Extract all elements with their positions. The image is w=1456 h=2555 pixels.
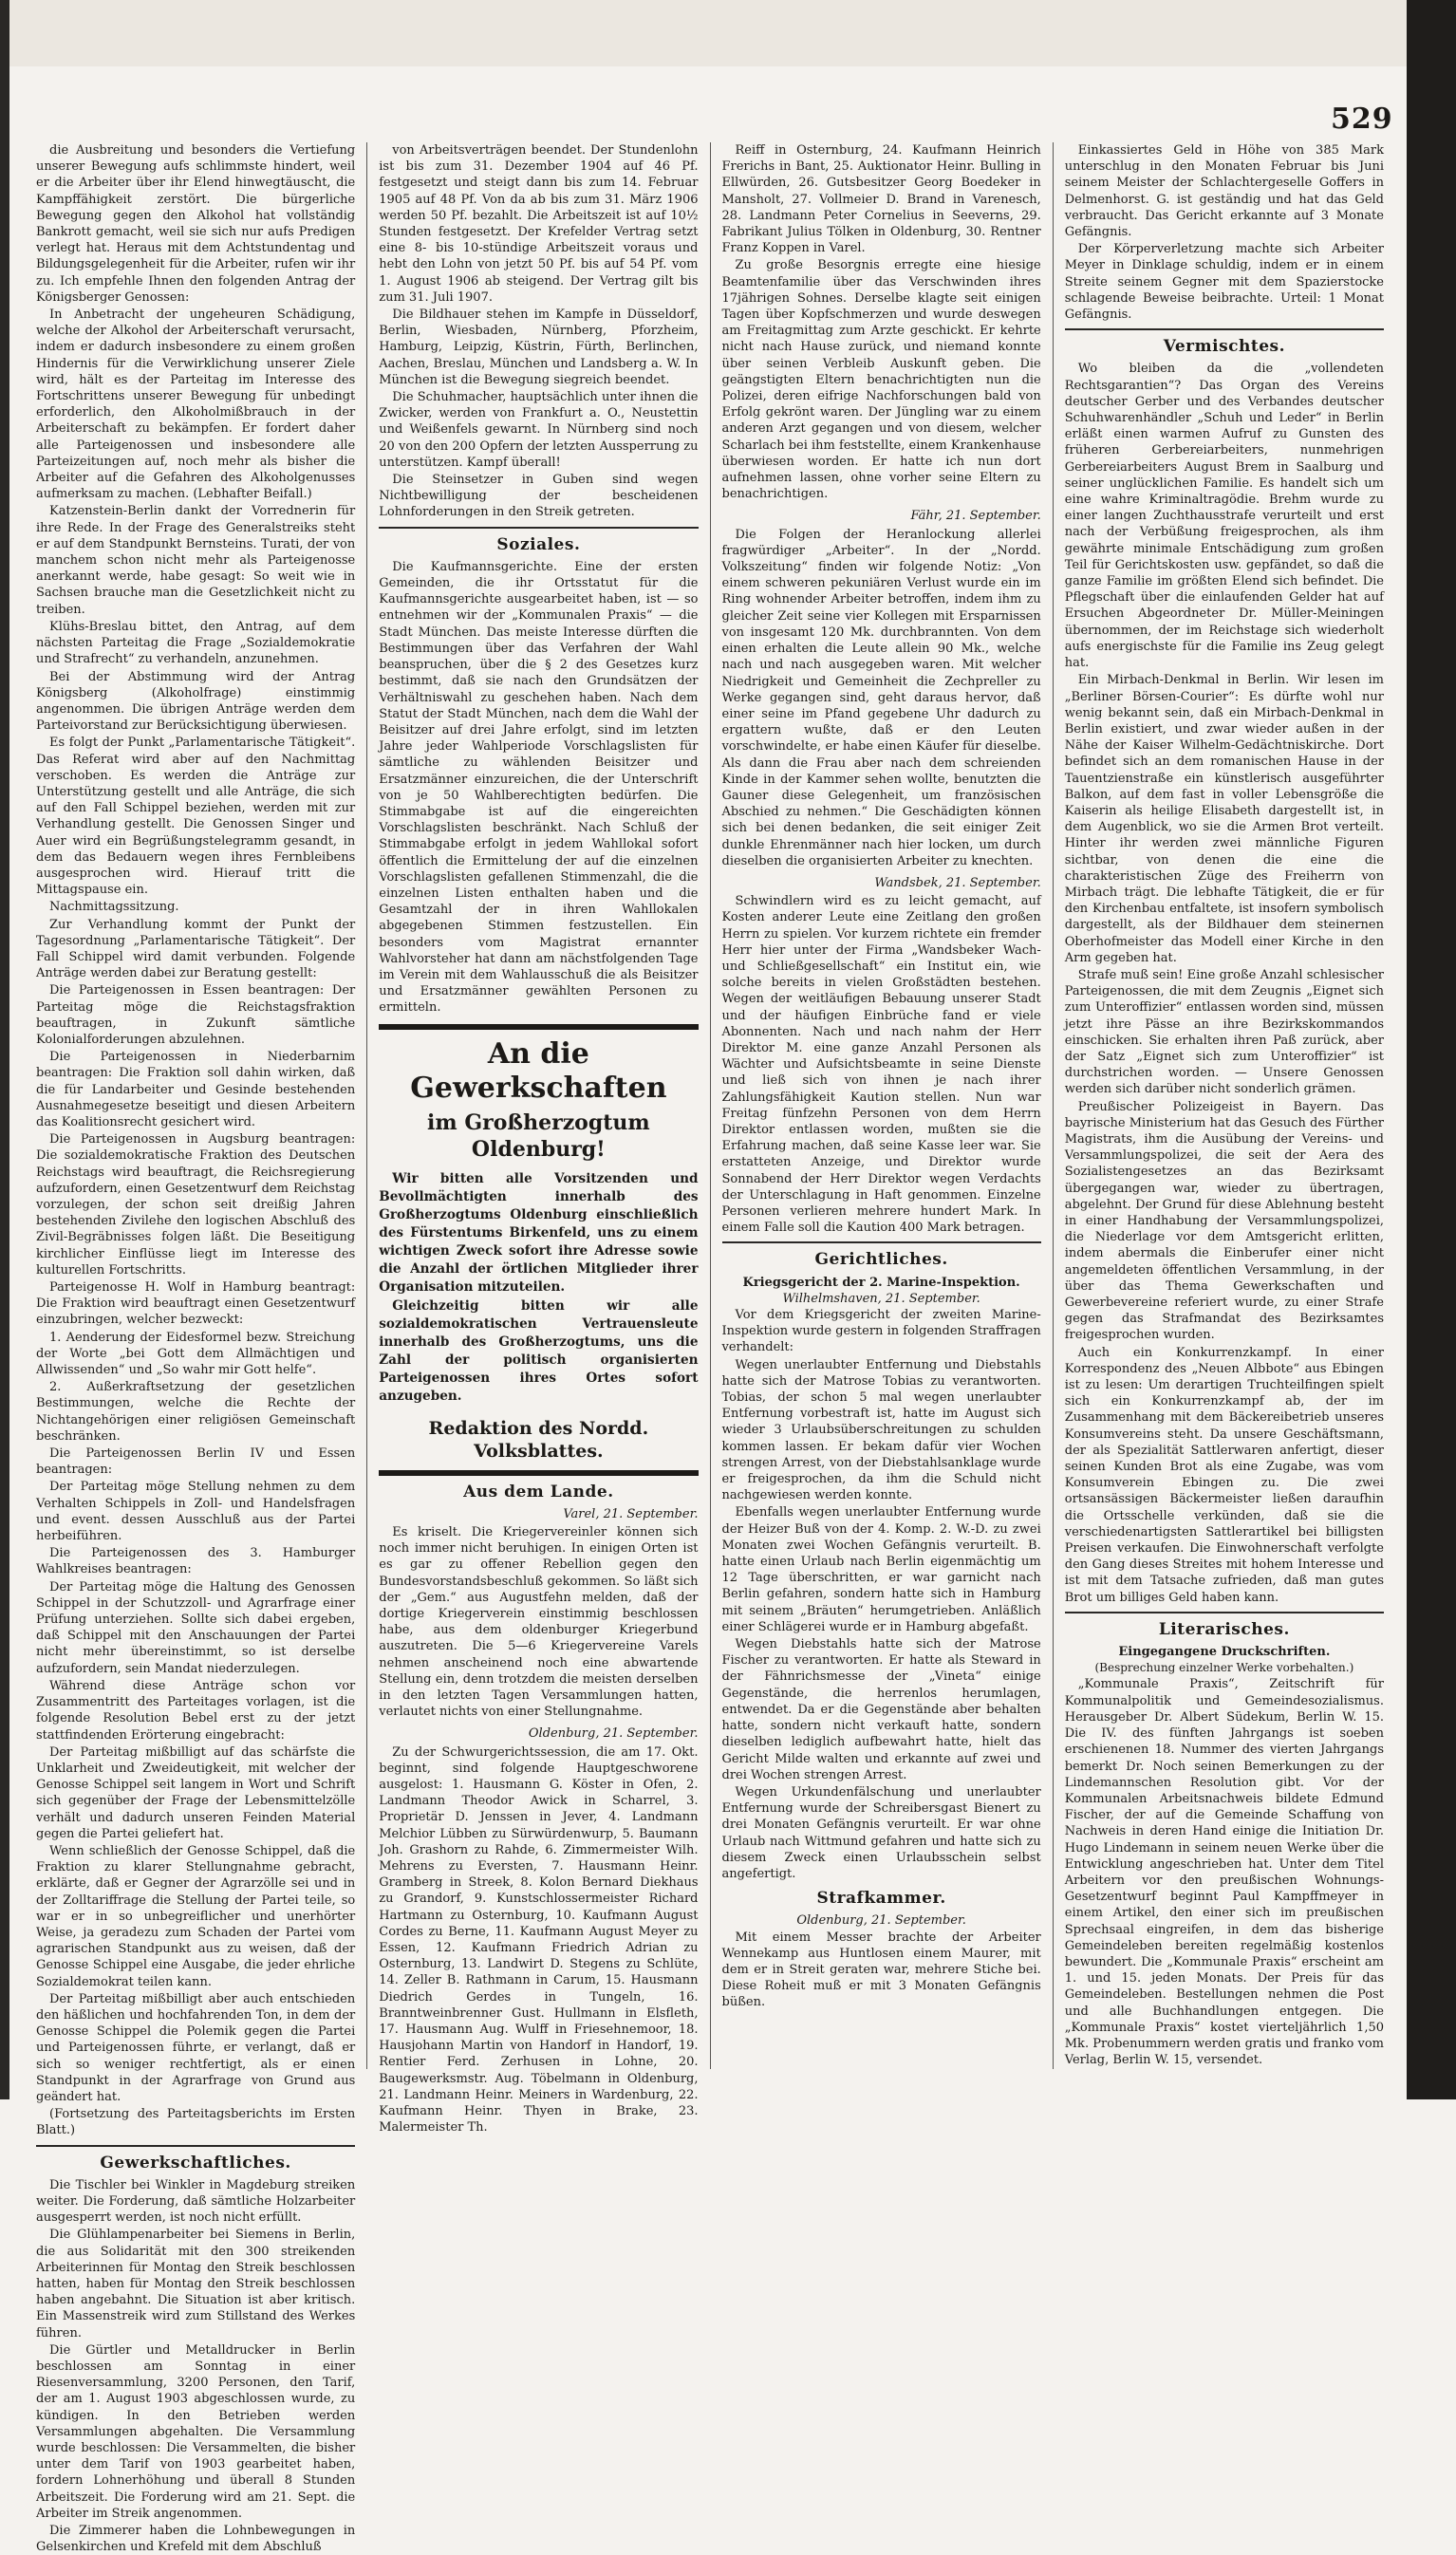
scan-top-margin xyxy=(0,0,1456,66)
article-paragraph: Die Parteigenossen Berlin IV und Essen beantragen: xyxy=(36,1446,356,1478)
advertisement-top-rule xyxy=(379,1024,698,1030)
article-paragraph: Zu der Schwurgerichtssession, die am 17. Okt. beginnt, sind folgende Hauptgeschworene ausgelost: 1. Hausmann G. Köster in Ofen, 2. Landmann Theodor Awick in Scharrel, 3. Proprietär D. Jenssen in Jever, 4. Landmann Melchior Lübben zu Sürwürdenwurp, 5. Baumann Joh. Grashorn zu Rahde, 6. Zimmermeister Wilh. Mehrens zu Eversten, 7. Hausmann Heinr. Gramberg in Streek, 8. Kolon Bernard Diekhaus zu Grandorf, 9. Kunstschlossermeister Richard Hartmann zu Osternburg, 10. Kaufmann August Cordes zu Berne, 11. Kaufmann August Meyer zu Essen, 12. Kaufmann Friedrich Adrian zu Osternburg, 13. Landwirt D. Stegens zu Schlüte, 14. Zeller B. Rathmann in Carum, 15. Hausmann Diedrich Gerdes in Tungeln, 16. Branntweinbrenner Gust. Hullmann in Elsfleth, 17. Hausmann Aug. Wulff in Friesehnemoor, 18. Hausjohann Martin von Handorf in Handorf, 19. Rentier Ferd. Zerhusen in Lohne, 20. Baugewerksmstr. Aug. Töbelmann in Oldenburg, 21. Landmann Heinr. Meiners in Wardenburg, 22. Kaufmann Heinr. Thyen in Brake, 23. Malermeister Th. xyxy=(379,1744,699,2135)
druckschriften-subheading: Eingegangene Druckschriften. xyxy=(1118,1645,1331,1660)
strafkammer-dateline: Oldenburg, 21. September. xyxy=(796,1913,966,1929)
oldenburg-dateline: Oldenburg, 21. September. xyxy=(528,1726,699,1742)
newspaper-page xyxy=(36,142,1384,2555)
article-paragraph: Der Parteitag möge die Haltung des Genossen Schippel in der Schutzzoll- und Agrarfrage einer Prüfung unterziehen. Sollte sich dabei ergeben, daß Schippel mit den Anschauungen der Partei nicht mehr übereinstimmt, so ist derselbe aufzufordern, sein Mandat niederzulegen. xyxy=(36,1579,356,1676)
article-paragraph: Die Bildhauer stehen im Kampfe in Düsseldorf, Berlin, Wiesbaden, Nürnberg, Pforzheim, Hamburg, Leipzig, Küstrin, Fürth, Berlinchen, Aachen, Breslau, München und Landsberg a. W. In München ist die Bewegung siegreich beendet. xyxy=(379,308,699,387)
column-3 xyxy=(722,142,1041,2069)
column-1 xyxy=(36,142,356,2555)
article-paragraph: Es kriselt. Die Kriegervereinler können sich noch immer nicht beruhigen. In einigen Orten ist es gar zu offener Rebellion gegen den Bundesvorstandsbeschluß gekommen. So läßt sich der „Gem.“ aus Augustfehn melden, daß der dortige Kriegerverein einstimmig beschlossen habe, aus dem oldenburger Kriegerbund auszutreten. Die 5—6 Kriegervereine Varels nehmen anscheinend noch eine abwartende Stellung ein, denn trotzdem die meisten derselben in den letzten Tagen Versammlungen hatten, verlautet nichts von einer Stellungnahme. xyxy=(379,1524,699,1720)
notice-body-1: Wir bitten alle Vorsitzenden und Bevollmächtigten innerhalb des Großherzogtums Oldenburg einschließlich des Fürstentums Birkenfeld, uns zu einem wichtigen Zweck sofort ihre Adresse sowie die Anzahl der örtlichen Mitglieder ihrer Organisation mitzuteilen. xyxy=(379,1170,699,1295)
literarisches-section xyxy=(1065,1676,1384,2068)
notice-subtitle: im Großherzogtum Oldenburg! xyxy=(427,1110,650,1162)
article-paragraph: Der Parteitag mißbilligt auf das schärfste die Unklarheit und Zweideutigkeit, mit welcher der Genosse Schippel seit langem in Wort und Schrift sich gegenüber der Frage der Lebensmittelzölle verhält und dadurch unseren Feinden Material gegen die Partei geliefert hat. xyxy=(36,1744,356,1841)
article-paragraph: Die Gürtler und Metalldrucker in Berlin beschlossen am Sonntag in einer Riesenversammlung, 3200 Personen, den Tarif, der am 1. August 1903 abgeschlossen wurde, zu kündigen. In den Betrieben werden Versammlungen abgehalten. Die Versammlung wurde beschlossen: Die Versammelten, die bisher unter dem Tarif von 1903 gearbeitet haben, fordern Lohnerhöhung und überall 8 Stunden Arbeitszeit. Die Forderung wird am 21. Sept. die Arbeiter im Streik angenommen. xyxy=(36,2342,356,2521)
article-paragraph: Wegen unerlaubter Entfernung und Diebstahls hatte sich der Matrose Tobias zu verantworten. Tobias, der schon 5 mal wegen unerlaubter Entfernung vorbestraft ist, hatte im August sich wieder 3 Urlaubsüberschreitungen zu schulden kommen lassen. Er bekam dafür vier Wochen strengen Arrest, von der Diebstahlsanklage wurde er freigesprochen, da ihm die Schuld nicht nachgewiesen werden konnte. xyxy=(721,1357,1041,1503)
article-paragraph: Parteigenosse H. Wolf in Hamburg beantragt: Die Fraktion wird beauftragt einen Gesetzentwurf einzubringen, welcher bezweckt: xyxy=(36,1280,356,1328)
page-number: 529 xyxy=(1331,103,1393,136)
article-paragraph: Der Körperverletzung machte sich Arbeiter Meyer in Dinklage schuldig, indem er in einem Streite seinem Gegner mit dem Spazierstocke schlagende Beweise beibrachte. Urteil: 1 Monat Gefängnis. xyxy=(1064,242,1384,323)
column-rule xyxy=(366,142,367,2069)
divider xyxy=(36,2145,355,2147)
article-paragraph: Die Steinsetzer in Guben sind wegen Nichtbewilligung der bescheidenen Lohnforderungen in den Streik getreten. xyxy=(379,473,699,520)
vermischtes-section xyxy=(1065,361,1384,1605)
literarisches-heading: Literarisches. xyxy=(1158,1619,1290,1639)
fahr-dateline: Fähr, 21. September. xyxy=(910,509,1041,524)
article-paragraph: Klühs-Breslau bittet, den Antrag, auf dem nächsten Parteitag die Frage „Sozialdemokratie und Strafrecht“ zu verhandeln, anzunehmen. xyxy=(36,619,356,667)
wandsbek-dateline: Wandsbek, 21. September. xyxy=(874,875,1041,890)
column-4 xyxy=(1065,142,1384,2069)
advertisement-bottom-rule xyxy=(379,1470,698,1476)
article-paragraph: Einkassiertes Geld in Höhe von 385 Mark unterschlug in den Monaten Februar bis Juni seinem Meister der Schlachtergeselle Goffers in Delmenhorst. G. ist geständig und hat das Geld verbraucht. Das Gericht erkannte auf 3 Monate Gefängnis. xyxy=(1064,143,1384,240)
article-paragraph: „Kommunale Praxis“, Zeitschrift für Kommunalpolitik und Gemeindesozialismus. Herausgeber Dr. Albert Südekum, Berlin W. 15. Die IV. des fünften Jahrgangs ist soeben erschienenen 18. Nummer des vierten Jahrgangs bemerkt Dr. Noch seinen Bemerkungen zu der Lindemannschen Resolution gibt. Vor der Kommunalen Arbeitsnachweis bildete Edmund Fischer, der auf die Gemeinde Schaffung von Nachweis in deren Hand einige die Initiation Dr. Hugo Lindemann in seinem neuen Werke über die Entwicklung angeschrieben hat. Unter dem Titel Arbeitern vor den preußischen Wohnungs-Gesetzentwurf beginnt Paul Kampffmeyer in einem Artikel, den einer sich im preußischen Sprechsaal eingreifen, in dem das bisherige Gemeindeleben bereiten regelmäßig kostenlos bewundert. Die „Kommunale Praxis“ erscheint am 1. und 15. jeden Monats. Der Preis für das Gemeindeleben. Bestellungen nehmen die Post und alle Buchhandlungen entgegen. Die „Kommunale Praxis“ kostet vierteljährlich 1,50 Mk. Probenummern werden gratis und franko vom Verlag, Berlin W. 15, versendet. xyxy=(1064,1677,1384,2068)
strafkammer-continued xyxy=(1065,142,1384,323)
article-paragraph: Ein Mirbach-Denkmal in Berlin. Wir lesen im „Berliner Börsen-Courier“: Es dürfte wohl nur wenig bekannt sein, daß ein Mirbach-Denkmal in Berlin existiert, und zwar wieder außen in der Nähe der Kaiser Wilhelm-Gedächtniskirche. Dort befindet sich an dem romanischen Hause in der Tauentzienstraße ein künstlerisch ausgeführter Balkon, auf dem fast in voller Lebensgröße die Kaiserin als heilige Elisabeth dargestellt ist, in dem Augenblick, wo sie die Armen Brot verteilt. Hinter ihr werden zwei männliche Figuren sichtbar, von denen die eine die charakteristischen Züge des Freiherrn von Mirbach trägt. Die lebhafte Tätigkeit, die er für den Kirchenbau entfaltete, ist insofern symbolisch dargestellt, als der Bildhauer dem steinernen Oberhofmeister das Modell einer Kirche in den Arm gegeben hat. xyxy=(1064,673,1384,965)
article-paragraph: Zu große Besorgnis erregte eine hiesige Beamtenfamilie über das Verschwinden ihres 17jährigen Sohnes. Derselbe klagte seit einigen Tagen über Kopfschmerzen und wurde deswegen am Freitagmittag zum Arzte geschickt. Er kehrte nicht nach Hause zurück, und niemand konnte über seinen Verbleib Auskunft geben. Die geängstigten Eltern benachrichtigten nun die Polizei, deren eifrige Nachforschungen bald von Erfolg gekrönt waren. Der Jüngling war zu einem anderen Arzt gegangen und von diesem, welcher Scharlach bei ihm feststellte, einem Krankenhause überwiesen worden. Er hatte ich nun dort aufnehmen lassen, ohne vorher seine Eltern zu benachrichtigen. xyxy=(721,258,1041,502)
strafkammer-heading: Strafkammer. xyxy=(816,1889,946,1909)
article-paragraph: (Fortsetzung des Parteitagsberichts im Ersten Blatt.) xyxy=(36,2107,356,2138)
article-paragraph: Wo bleiben da die „vollendeten Rechtsgarantien“? Das Organ des Vereins deutscher Gerber und des Verbandes deutscher Schuhwarenhändler „Schuh und Leder“ in Berlin erläßt einen warmen Aufruf zu Gunsten des früheren Gerbereiarbeiters, nunmehrigen Gerbereiarbeiters August Brem in Saalburg und seiner unglücklichen Familie. Es handelt sich um eine wahre Kriminaltragödie. Brehm wurde zu einer langen Zuchthausstrafe verurteilt und erst nach der Verbüßung freigesprochen, als ihm gewährte minimale Entschädigung zum großen Teil für Gerichtskosten usw. gepfändet, so daß die ganze Familie im größten Elend sich befindet. Die Pflegschaft über die einlaufenden Gelder hat auf Ersuchen Abgeordneter Dr. Müller-Meiningen übernommen, der im Reichstage sich wiederholt aufs energischste für die Familie ins Zeug gelegt hat. xyxy=(1064,362,1384,671)
gewerkschaft-continued xyxy=(379,142,698,521)
varel-dateline: Varel, 21. September. xyxy=(563,1506,699,1521)
schwurgericht-section xyxy=(379,1744,698,2136)
article-paragraph: Wegen Diebstahls hatte sich der Matrose Fischer zu verantworten. Er hatte als Steward in der Fähnrichsmesse der „Vineta“ einige Gegenstände, die herrenlos herumlagen, entwendet. Da er die Gegenstände aber behalten hatte, sondern nicht verkauft hatte, sondern dieselben lediglich aufbewahrt hatte, hielt das Gericht Milde walten und erkannte auf zwei und drei Wochen strengen Arrest. xyxy=(721,1637,1041,1782)
notice-title: An die Gewerkschaften xyxy=(410,1036,667,1105)
article-paragraph: Auch ein Konkurrenzkampf. In einer Korrespondenz des „Neuen Albbote“ aus Ebingen ist zu lesen: Um derartigen Truchteilfingen spielt sich ein Konkurrenzkampf ab, der im Zusammenhang mit dem Bäckereibetrieb unseres Konsumvereins steht. Da unsere Geschäftsmann, der als Spezialität Sattlerwaren anfertigt, dieser seinen Kunden Brot als eine Zugabe, was vom Konsumverein Ebingen zu. Die zwei ortsansässigen Bäckermeister ließen daraufhin die Ortsschelle verkünden, daß sie die verschiedenartigsten Sattlerartikel bei billigsten Preisen verkaufen. Die Einwohnerschaft verfolgte den Gang dieses Streites mit hohem Interesse und ist mit dem Tatsache zufrieden, daß man gutes Brot um billiges Geld haben kann. xyxy=(1064,1345,1384,1605)
aus-dem-lande-heading: Aus dem Lande. xyxy=(463,1482,614,1501)
gerichtliches-section xyxy=(722,1307,1041,1882)
article-paragraph: In Anbetracht der ungeheuren Schädigung, welche der Alkohol der Arbeiterschaft verursacht, indem er dadurch insbesondere zu einem großen Hindernis für die Verwirklichung unserer Ziele wird, hält es der Parteitag im Interesse des Fortschrittens unserer Bewegung für unbedingt erforderlich, den Alkoholmißbrauch in der Arbeiterschaft zu bekämpfen. Er fordert daher alle Parteigenossen und insbesondere alle Parteizeitungen auf, noch mehr als bisher die Arbeiter auf die Gefahren des Alkoholgenusses aufmerksam zu machen. (Lebhafter Beifall.) xyxy=(36,308,356,502)
article-paragraph: 1. Aenderung der Eidesformel bezw. Streichung der Worte „bei Gott dem Allmächtigen und Allwissenden“ und „So wahr mir Gott helfe“. xyxy=(36,1330,356,1378)
article-paragraph: Der Parteitag mißbilligt aber auch entschieden den häßlichen und hochfahrenden Ton, in dem der Genosse Schippel die Polemik gegen die Partei und Parteigenossen führte, er verlangt, daß er sich so weniger rechtfertigt, als er einen Standpunkt in der Agrarfrage von Grund aus geändert hat. xyxy=(36,1991,356,2104)
article-paragraph: Nachmittagssitzung. xyxy=(49,900,179,915)
article-paragraph: 2. Außerkraftsetzung der gesetzlichen Bestimmungen, welche die Rechte der Nichtangehörigen einer religiösen Gemeinschaft beschränken. xyxy=(36,1380,356,1444)
article-paragraph: Ebenfalls wegen unerlaubter Entfernung wurde der Heizer Buß von der 4. Komp. 2. W.-D. zu zwei Monaten zwei Wochen Gefängnis verurteilt. B. hatte einen Urlaub nach Berlin eigenmächtig um 12 Tage überschritten, er war garnicht nach Berlin gefahren, sondern hatte sich in Hamburg mit seinem „Bräuten“ herumgetrieben. Anläßlich einer Schlägerei wurde er in Hamburg abgefaßt. xyxy=(721,1505,1041,1634)
oldenburg-continued xyxy=(722,142,1041,502)
article-paragraph: Bei der Abstimmung wird der Antrag Königsberg (Alkoholfrage) einstimmig angenommen. Die übrigen Anträge werden dem Parteivorstand zur Berücksichtigung überwiesen. xyxy=(36,669,356,734)
article-paragraph: Die Parteigenossen in Essen beantragen: Der Parteitag möge die Reichstagsfraktion beauftragen, in Zukunft sämtliche Kolonialforderungen abzulehnen. xyxy=(36,983,356,1047)
article-paragraph: Wegen Urkundenfälschung und unerlaubter Entfernung wurde der Schreibersgast Bienert zu drei Monaten Gefängnis verurteilt. Er war ohne Urlaub nach Wittmund gefahren und hatte sich zu diesem Zweck einen Urlaubsschein selbst angefertigt. xyxy=(721,1784,1041,1881)
article-paragraph: Die Folgen der Heranlockung allerlei fragwürdiger „Arbeiter“. In der „Nordd. Volkszeitung“ finden wir folgende Notiz: „Von einem schweren pekuniären Verlust wurde ein im Ring wohnender Arbeiter betroffen, indem ihm zu gleicher Zeit seine vier Kollegen mit Ersparnissen von insgesamt 120 Mk. durchbrannten. Von dem einen erhalten die Leute allein 90 Mk., welche nach und nach ausgegeben waren. Mit welcher Niedrigkeit und Gemeinheit die Zechpreller zu Werke gegangen sind, geht daraus hervor, daß einer seine im Pfand gegebene Uhr dadurch zu ergattern wußte, daß er den Leuten vorschwindelte, er habe einen Käufer für dieselbe. Als dann die Frau aber nach dem schreienden Kinde in der Kammer sehen wollte, benutzten die Gauner diese Gelegenheit, um französischen Abschied zu nehmen.“ Die Geschädigten können sich bei denen bedanken, die seit einiger Zeit dunkle Ehrenmänner nach hier locken, um durch dieselben die organisierten Arbeiter zu knechten. xyxy=(721,527,1041,868)
druckschriften-note: (Besprechung einzelner Werke vorbehalten.) xyxy=(1094,1661,1354,1675)
article-paragraph: Schwindlern wird es zu leicht gemacht, auf Kosten anderer Leute eine Zeitlang den großen Herrn zu spielen. Vor kurzem richtete ein fremder Herr hier unter der Firma „Wandsbeker Wach- und Schließgesellschaft“ ein Institut ein, wie solche bereits in vielen Großstädten bestehen. Wegen der weitläufigen Bebauung unserer Stadt und der häufigen Einbrüche fand er viele Abonnenten. Nach und nach nahm der Herr Direktor M. eine ganze Anzahl Personen als Wächter und Aufsichtsbeamte in seine Dienste und ließ sich von ihnen je nach ihrer Zahlungsfähigkeit Kaution stellen. Nun war Freitag fünfzehn Personen von dem Herrn Direktor entlassen worden, mußten sie die Erfahrung machen, daß seine Kasse leer war. Sie erstatteten Anzeige, und Direktor wurde Sonnabend der Herr Direktor wegen Verdachts der Unterschlagung in Haft genommen. Einzelne Personen verlieren mehrere hundert Mark. In einem Falle soll die Kaution 400 Mark betragen. xyxy=(721,894,1041,1236)
article-paragraph: Preußischer Polizeigeist in Bayern. Das bayrische Ministerium hat das Gesuch des Fürther Magistrats, ihm die Ausübung der Vereins- und Versammlungspolizei, die seit der Aera des Sozialistengesetzes an das Bezirksamt übergegangen war, wieder zu übertragen, abgelehnt. Der Grund für diese Ablehnung besteht in einer Handhabung der Versammlungspolizei, die Niederlage vor dem Amtsgericht erlitten, indem abermals die Einberufer einer nicht angemeldeten öffentlichen Versammlung, in der über das Thema Gewerkschaften und Gewerbevereine referiert wurde, zu einer Strafe gegen das Strafmandat des Bezirksamtes freigesprochen wurden. xyxy=(1064,1099,1384,1343)
article-paragraph: Es folgt der Punkt „Parlamentarische Tätigkeit“. Das Referat wird aber auf den Nachmittag verschoben. Es werden die Anträge zur Unterstützung gestellt und alle Anträge, die sich auf den Fall Schippel beziehen, werden mit zur Verhandlung gestellt. Die Genossen Singer und Auer wird ein Begrüßungstelegramm gesandt, in dem das Bedauern wegen ihres Fernbleibens ausgesprochen wird. Hierauf tritt die Mittagspause ein. xyxy=(36,736,356,898)
divider xyxy=(722,1241,1041,1243)
article-paragraph: Die Parteigenossen in Augsburg beantragen: Die sozialdemokratische Fraktion des Deutschen Reichstags wird beauftragt, die Reichsregierung aufzufordern, einen Gesetzentwurf dem Reichstag vorzulegen, der schon seit dreißig Jahren bestehenden Zivilehe den logischen Abschluß des Zivil-Begräbnisses folgen läßt. Die Beseitigung kirchlicher Einflüsse liegt im Interesse des kulturellen Fortschritts. xyxy=(36,1132,356,1278)
wilhelmshaven-dateline: Wilhelmshaven, 21. September. xyxy=(782,1291,980,1306)
article-paragraph: Die Glühlampenarbeiter bei Siemens in Berlin, die aus Solidarität mit den 300 streikenden Arbeiterinnen für Montag den Streik beschlossen hatten, haben für Montag den Streik beschlossen haben angebahnt. Die Situation ist aber kritisch. Ein Massenstreik wird zum Stillstand des Werkes führen. xyxy=(36,2228,356,2341)
article-paragraph: die Ausbreitung und besonders die Vertiefung unserer Bewegung aufs schlimmste hindert, weil er die Arbeiter über ihr Elend hinwegtäuscht, die Kampffähigkeit zerstört. Die bürgerliche Bewegung gegen den Alkohol hat vollständig Bankrott gemacht, weil sie sich nur aufs Predigen verlegt hat. Heraus mit dem Achtstundentag und Bildungsgelegenheit für die Arbeiter, rufen wir ihr zu. Ich empfehle Ihnen den folgenden Antrag der Königsberger Genossen: xyxy=(36,143,356,305)
column-rule xyxy=(710,142,711,2069)
article-paragraph: Die Parteigenossen des 3. Hamburger Wahlkreises beantragen: xyxy=(36,1546,356,1577)
notice-signature: Redaktion des Nordd. Volksblattes. xyxy=(428,1417,649,1462)
article-paragraph: Die Kaufmannsgerichte. Eine der ersten Gemeinden, die ihr Ortsstatut für die Kaufmannsgerichte ausgearbeitet haben, ist — so entnehmen wir der „Kommunalen Praxis“ — die Stadt München. Das meiste Interesse dürften die Bestimmungen über das Verfahren der Wahl beanspruchen, über die § 2 des Gesetzes kurz bestimmt, daß sie nach den Grundsätzen der Verhältniswahl zu geschehen haben. Nach dem Statut der Stadt München, nach dem die Wahl der Beisitzer auf drei Jahre erfolgt, sind im letzten Jahre jeder Wahlperiode Vorschlagslisten für sämtliche zu wählenden Beisitzer und Ersatzmänner einzureichen, die der Unterschrift von je 50 Wahlberechtigten bedürfen. Die Stimmabgabe ist auf die eingereichten Vorschlagslisten beschränkt. Nach Schluß der Stimmabgabe erfolgt in jedem Wahllokal sofort öffentlich die Ermittelung der auf die einzelnen Vorschlagslisten gefallenen Stimmenzahl, die die einzelnen Listen enthalten haben und die Gesamtzahl der in ihren Wahllokalen abgegebenen Stimmen festzustellen. Ein besonders vom Magistrat ernannter Wahlvorsteher hat dann am nächstfolgenden Tage im Verein mit dem Wahlausschuß die als Beisitzer und Ersatzmänner gewählten Personen zu ermitteln. xyxy=(379,559,699,1016)
article-paragraph: Wenn schließlich der Genosse Schippel, daß die Fraktion zu klarer Stellungnahme gebracht, erklärte, daß er Gegner der Agrarzölle sei und in der Zolltariffrage die Stellung der Partei teile, so war er in so unbegreiflicher und unerhörter Weise, ja geradezu zum Schaden der Partei vom agrarischen Standpunkt aus zu weisen, daß der Genosse Schippel eine Ausgabe, die jeder ehrliche Sozialdemokrat teilen kann. xyxy=(36,1843,356,1989)
fahr-section xyxy=(722,527,1041,869)
article-paragraph: von Arbeitsverträgen beendet. Der Stundenlohn ist bis zum 31. Dezember 1904 auf 46 Pf. festgesetzt und steigt dann bis zum 14. Februar 1905 auf 48 Pf. Von da ab bis zum 31. März 1906 werden 50 Pf. bezahlt. Die Arbeitszeit ist auf 10½ Stunden festgesetzt. Der Krefelder Vertrag setzt eine 8- bis 10-stündige Arbeitszeit voraus und hebt den Lohn von jetzt 50 Pf. bis auf 54 Pf. vom 1. August 1906 ab steigend. Der Vertrag gilt bis zum 31. Juli 1907. xyxy=(379,143,699,305)
column-2 xyxy=(379,142,699,2135)
strafkammer-section xyxy=(722,1930,1041,2011)
article-paragraph: Die Tischler bei Winkler in Magdeburg streiken weiter. Die Forderung, daß sämtliche Holzarbeiter ausgesperrt werden, ist noch nicht erfüllt. xyxy=(36,2177,356,2226)
parteitag-report xyxy=(36,142,355,2139)
divider xyxy=(379,527,698,529)
article-paragraph: Strafe muß sein! Eine große Anzahl schlesischer Parteigenossen, die mit dem Zeugnis „Eignet sich zum Unteroffizier“ entlassen worden sind, müssen jetzt ihre Pässe an ihre Bezirkskommandos einschicken. Sie erhalten ihren Paß zurück, aber der Satz „Eignet sich zum Unteroffizier“ ist durchstrichen worden. — Unsere Genossen werden sich darüber nicht sonderlich grämen. xyxy=(1064,967,1384,1097)
divider xyxy=(1065,1612,1384,1613)
gewerkschaftliches-section xyxy=(36,2177,355,2555)
gewerkschaften-notice xyxy=(379,1037,698,1463)
article-paragraph: Der Parteitag möge Stellung nehmen zu dem Verhalten Schippels in Zoll- und Handelsfragen und event. dessen Ausschluß aus der Partei herbeiführen. xyxy=(36,1480,356,1544)
soziales-heading: Soziales. xyxy=(496,534,581,554)
wandsbek-section xyxy=(722,893,1041,1236)
article-paragraph: Die Schuhmacher, hauptsächlich unter ihnen die Zwicker, werden von Frankfurt a. O., Neustettin und Weißenfels gewarnt. In Nürnberg sind noch 20 von den 200 Opfern der letzten Aussperrung zu unterstützen. Kampf überall! xyxy=(379,390,699,470)
article-paragraph: Mit einem Messer brachte der Arbeiter Wennekamp aus Huntlosen einem Maurer, mit dem er in Streit geraten war, mehrere Stiche bei. Diese Roheit muß er mit 3 Monaten Gefängnis büßen. xyxy=(721,1930,1041,2010)
divider xyxy=(1065,328,1384,330)
article-paragraph: Die Zimmerer haben die Lohnbewegungen in Gelsenkirchen und Krefeld mit dem Abschluß xyxy=(36,2524,356,2555)
article-paragraph: Während diese Anträge schon vor Zusammentritt des Parteitages vorlagen, ist die folgende Resolution Bebel erst zu der jetzt stattfindenden Erörterung eingebracht: xyxy=(36,1678,356,1743)
gerichtliches-heading: Gerichtliches. xyxy=(814,1250,948,1270)
article-paragraph: Zur Verhandlung kommt der Punkt der Tagesordnung „Parlamentarische Tätigkeit“. Der Fall Schippel wird damit verbunden. Folgende Anträge werden dabei zur Beratung gestellt: xyxy=(36,917,356,981)
aus-dem-lande-section xyxy=(379,1524,698,1720)
scan-left-edge xyxy=(0,0,9,2099)
scan-right-edge xyxy=(1407,0,1456,2099)
soziales-section xyxy=(379,559,698,1016)
article-paragraph: Die Parteigenossen in Niederbarnim beantragen: Die Fraktion soll dahin wirken, daß die für Landarbeiter und Gesinde bestehenden Ausnahmegesetze beseitigt und diesen Arbeitern das Koalitionsrecht gesichert wird. xyxy=(36,1050,356,1129)
article-paragraph: Reiff in Osternburg, 24. Kaufmann Heinrich Frerichs in Bant, 25. Auktionator Heinr. Bulling in Ellwürden, 26. Gutsbesitzer Georg Boedeker in Mansholt, 27. Vollmeier D. Brand in Varenesch, 28. Landmann Peter Cornelius in Seeverns, 29. Fabrikant Julius Tölken in Oldenburg, 30. Rentner Franz Koppen in Varel. xyxy=(721,143,1041,256)
column-rule xyxy=(1053,142,1054,2069)
article-paragraph: Vor dem Kriegsgericht der zweiten Marine-Inspektion wurde gestern in folgenden Straffragen verhandelt: xyxy=(721,1308,1041,1355)
article-paragraph: Katzenstein-Berlin dankt der Vorrednerin für ihre Rede. In der Frage des Generalstreiks steht er auf dem Standpunkt Bernsteins. Turati, der von manchem schon nicht mehr als Parteigenosse anerkannt werde, habe gesagt: So weit wie in Sachsen brauche man die Gesetzlichkeit nicht zu treiben. xyxy=(36,504,356,617)
kriegsgericht-subheading: Kriegsgericht der 2. Marine-Inspektion. xyxy=(742,1275,1020,1290)
gewerkschaftliches-heading: Gewerkschaftliches. xyxy=(100,2153,291,2173)
vermischtes-heading: Vermischtes. xyxy=(1163,337,1286,357)
notice-body-2: Gleichzeitig bitten wir alle sozialdemokratischen Vertrauensleute innerhalb des Großherzogtums, uns die Zahl der politisch organisierten Parteigenossen ihres Ortes sofort anzugeben. xyxy=(379,1297,699,1404)
